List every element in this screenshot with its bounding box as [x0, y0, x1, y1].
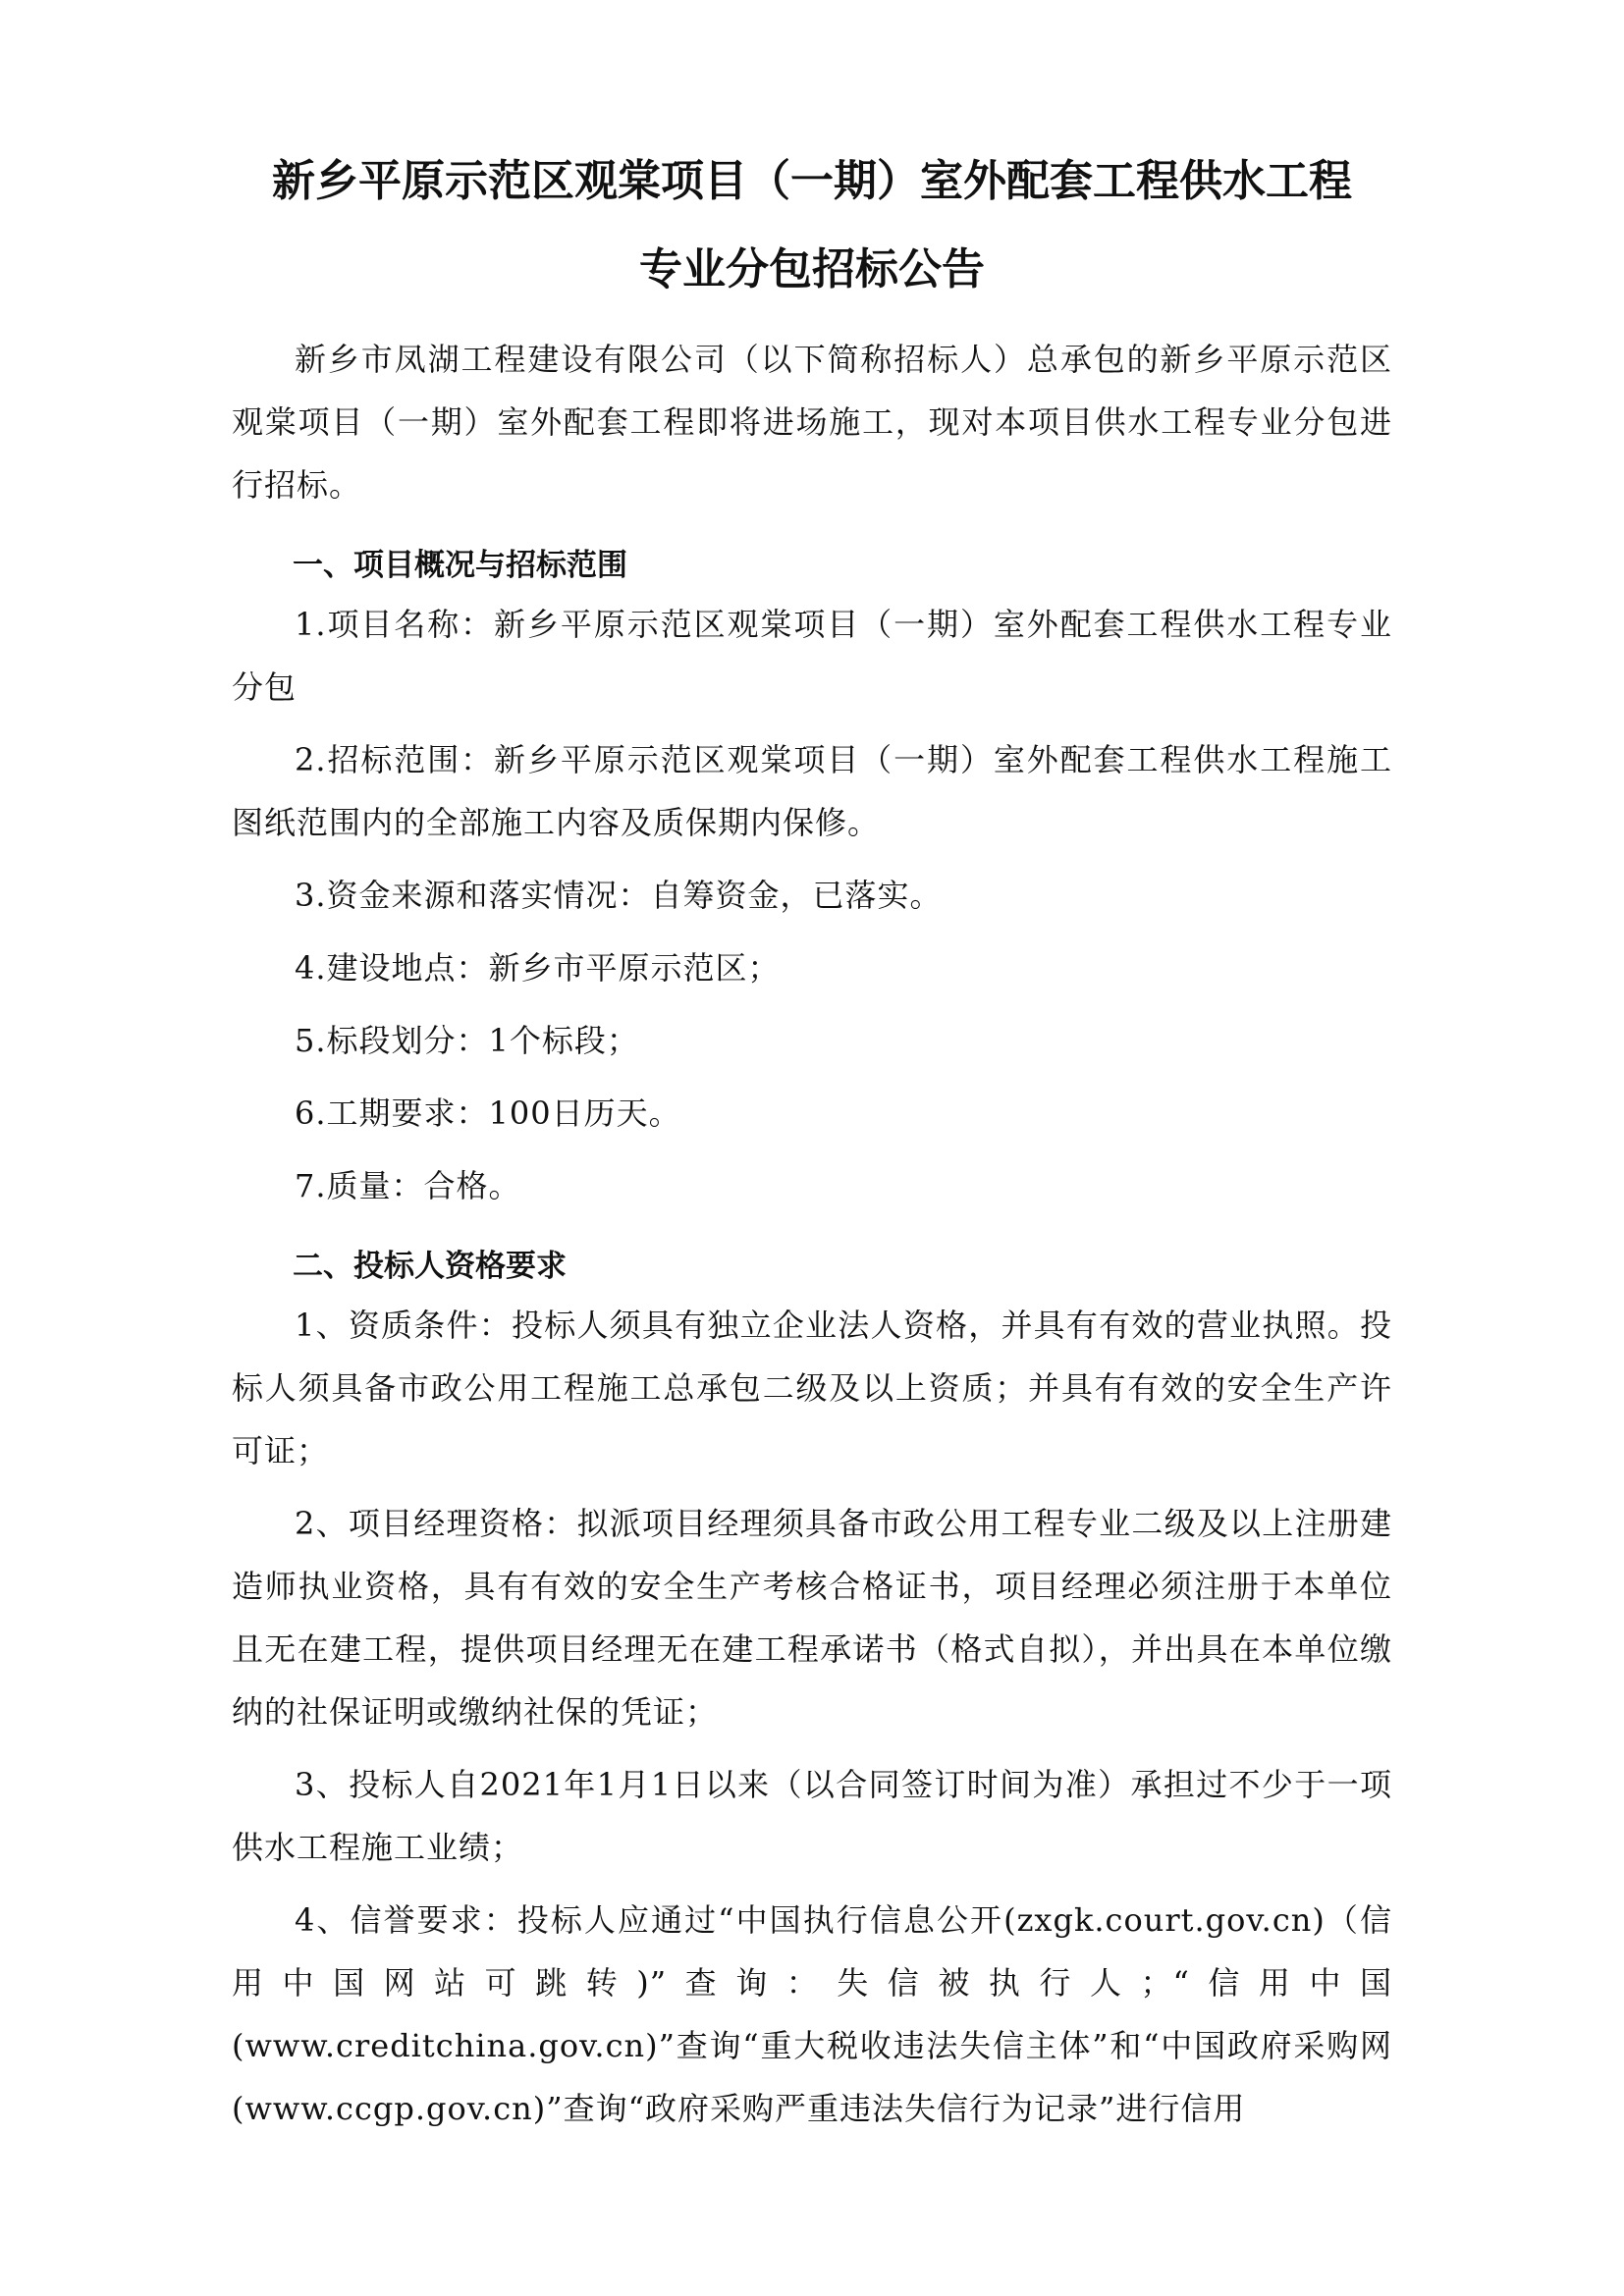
section-1-item-1: 1.项目名称：新乡平原示范区观棠项目（一期）室外配套工程供水工程专业分包 [232, 606, 1392, 706]
section-2-heading: 二、投标人资格要求 [293, 1249, 567, 1284]
section-1-heading: 一、项目概况与招标范围 [293, 548, 627, 583]
section-1-item-5: 5.标段划分：1个标段； [295, 1022, 639, 1059]
title-line-1: 新乡平原示范区观棠项目（一期）室外配套工程供水工程 [272, 156, 1352, 206]
section-2-item-3: 3、投标人自2021年1月1日以来（以合同签订时间为准）承担过不少于一项供水工程施工业绩； [232, 1766, 1392, 1866]
section-1-item-6: 6.工期要求：100日历天。 [295, 1095, 681, 1132]
section-1-item-4: 4.建设地点：新乡市平原示范区； [295, 949, 781, 987]
section-1-item-7: 7.质量：合格。 [295, 1167, 521, 1204]
intro-paragraph: 新乡市凤湖工程建设有限公司（以下简称招标人）总承包的新乡平原示范区观棠项目（一期）室外配套工程即将进场施工，现对本项目供水工程专业分包进行招标。 [232, 341, 1392, 504]
section-1-item-2: 2.招标范围：新乡平原示范区观棠项目（一期）室外配套工程供水工程施工图纸范围内的全部施工内容及质保期内保修。 [232, 741, 1392, 841]
title-line-2: 专业分包招标公告 [639, 244, 985, 294]
section-1-item-3: 3.资金来源和落实情况：自筹资金，已落实。 [295, 877, 943, 914]
section-2-item-4: 4、信誉要求：投标人应通过“中国执行信息公开(zxgk.court.gov.cn)（信用中国网站可跳转)”查询：失信被执行人；“信用中国(www.creditchina.gov.cn)”查询“重大税收违法失信主体”和“中国政府采购网 (www.ccgp.gov.cn)”查询“政府采购严重违法失信行为记录”进行信用 [232, 1901, 1392, 2127]
section-2-item-1: 1、资质条件：投标人须具有独立企业法人资格，并具有有效的营业执照。投标人须具备市政公用工程施工总承包二级及以上资质；并具有有效的安全生产许可证； [232, 1307, 1392, 1469]
section-2-item-2: 2、项目经理资格：拟派项目经理须具备市政公用工程专业二级及以上注册建造师执业资格，具有有效的安全生产考核合格证书，项目经理必须注册于本单位且无在建工程，提供项目经理无在建工程承诺书（格式自拟），并出具在本单位缴纳的社保证明或缴纳社保的凭证； [232, 1505, 1392, 1731]
